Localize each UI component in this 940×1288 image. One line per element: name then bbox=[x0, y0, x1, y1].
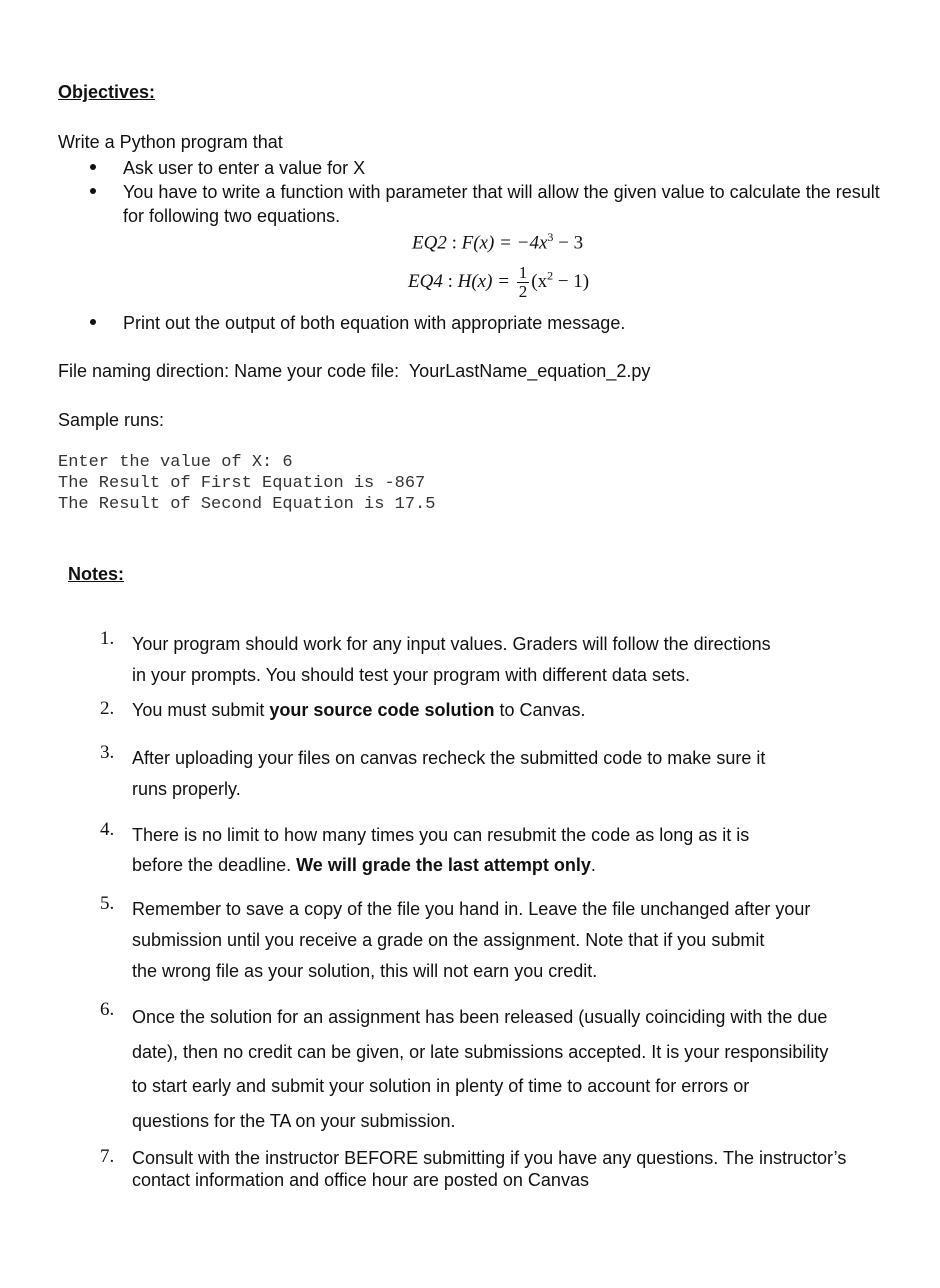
sample-run-line: The Result of Second Equation is 17.5 bbox=[58, 495, 436, 514]
note-number: 7. bbox=[100, 1146, 115, 1167]
eq4-tail: − 1) bbox=[553, 270, 590, 292]
note-item-6 bbox=[132, 1000, 862, 1138]
note-text-segment: to Canvas. bbox=[494, 700, 586, 720]
note-text-segment: . bbox=[590, 855, 596, 875]
note-number: 3. bbox=[100, 742, 115, 763]
note-item-3 bbox=[132, 743, 862, 805]
eq4-exponent: 2 bbox=[547, 268, 554, 283]
eq2-lhs: F(x) = −4x bbox=[461, 232, 548, 254]
eq2-tail: − 3 bbox=[553, 232, 584, 254]
note-number: 4. bbox=[100, 819, 115, 840]
bullet-item: You have to write a function with parameter that will allow the given value to calculate the result for following two equations. bbox=[123, 182, 880, 226]
note-item-1 bbox=[132, 629, 862, 691]
note-line: contact information and office hour are posted on Canvas bbox=[132, 1170, 589, 1190]
note-text-segment: before the deadline. bbox=[132, 855, 297, 875]
note-line: in your prompts. You should test your program with different data sets. bbox=[132, 665, 690, 685]
sample-runs-label: Sample runs: bbox=[58, 410, 165, 430]
note-number: 2. bbox=[100, 698, 115, 719]
note-item-5 bbox=[132, 894, 862, 987]
note-item-7 bbox=[132, 1147, 862, 1191]
note-line: the wrong file as your solution, this will not earn you credit. bbox=[132, 961, 598, 981]
bullet-icon bbox=[90, 319, 96, 325]
note-line: There is no limit to how many times you can resubmit the code as long as it is bbox=[132, 825, 750, 845]
bullet-icon bbox=[90, 188, 96, 194]
note-line: runs properly. bbox=[132, 779, 241, 799]
note-number: 6. bbox=[100, 999, 115, 1020]
objectives-heading: Objectives: bbox=[58, 82, 156, 102]
note-line: Once the solution for an assignment has been released (usually coinciding with the due bbox=[132, 1007, 828, 1027]
note-line: After uploading your files on canvas recheck the submitted code to make sure it bbox=[132, 748, 766, 768]
note-line: questions for the TA on your submission. bbox=[132, 1110, 456, 1131]
note-line: to start early and submit your solution in plenty of time to account for errors or bbox=[132, 1076, 750, 1096]
eq4-numerator: 1 bbox=[518, 263, 528, 282]
note-bold-segment: We will grade the last attempt only bbox=[296, 855, 591, 875]
note-line: Remember to save a copy of the file you hand in. Leave the file unchanged after your bbox=[132, 899, 811, 919]
eq4-label: EQ4 bbox=[408, 270, 443, 292]
note-text-segment: You must submit bbox=[132, 700, 270, 720]
objectives-intro: Write a Python program that bbox=[58, 132, 283, 152]
eq4-denominator: 2 bbox=[518, 282, 528, 301]
equation-eq4: EQ4 : H(x) = $\frac{1}{2}$ $(x^2 - 1)$ bbox=[408, 263, 590, 301]
note-line: submission until you receive a grade on the assignment. Note that if you submit bbox=[132, 930, 765, 950]
note-number: 5. bbox=[100, 893, 115, 914]
eq4-paren: (x bbox=[531, 270, 548, 292]
bullet-item: Print out the output of both equation with appropriate message. bbox=[123, 313, 626, 333]
sample-run-line: Enter the value of X: 6 bbox=[58, 453, 293, 472]
eq2-label: EQ2 bbox=[412, 232, 447, 254]
eq4-fraction bbox=[517, 264, 530, 301]
file-naming-direction: File naming direction: Name your code file: YourLastName_equation_2.py bbox=[58, 361, 651, 381]
note-line: Consult with the instructor BEFORE submitting if you have any questions. The instructor’s bbox=[132, 1148, 847, 1168]
bullet-icon bbox=[90, 164, 96, 170]
bullet-item: Ask user to enter a value for X bbox=[123, 158, 366, 178]
note-line: date), then no credit can be given, or late submissions accepted. It is your responsibility bbox=[132, 1041, 829, 1062]
note-bold-segment: your source code solution bbox=[269, 700, 495, 720]
eq4-lhs: H(x) = bbox=[457, 270, 515, 292]
note-item-4 bbox=[132, 820, 862, 880]
sample-run-line: The Result of First Equation is -867 bbox=[58, 474, 426, 493]
note-number: 1. bbox=[100, 628, 115, 649]
notes-heading: Notes: bbox=[68, 564, 125, 584]
eq2-exponent: 3 bbox=[547, 230, 554, 244]
equation-eq2: EQ2 : $F(x) = -4x^3 - 3$ bbox=[412, 230, 584, 254]
note-line: Your program should work for any input values. Graders will follow the directions bbox=[132, 634, 771, 654]
note-item-2 bbox=[132, 699, 862, 721]
